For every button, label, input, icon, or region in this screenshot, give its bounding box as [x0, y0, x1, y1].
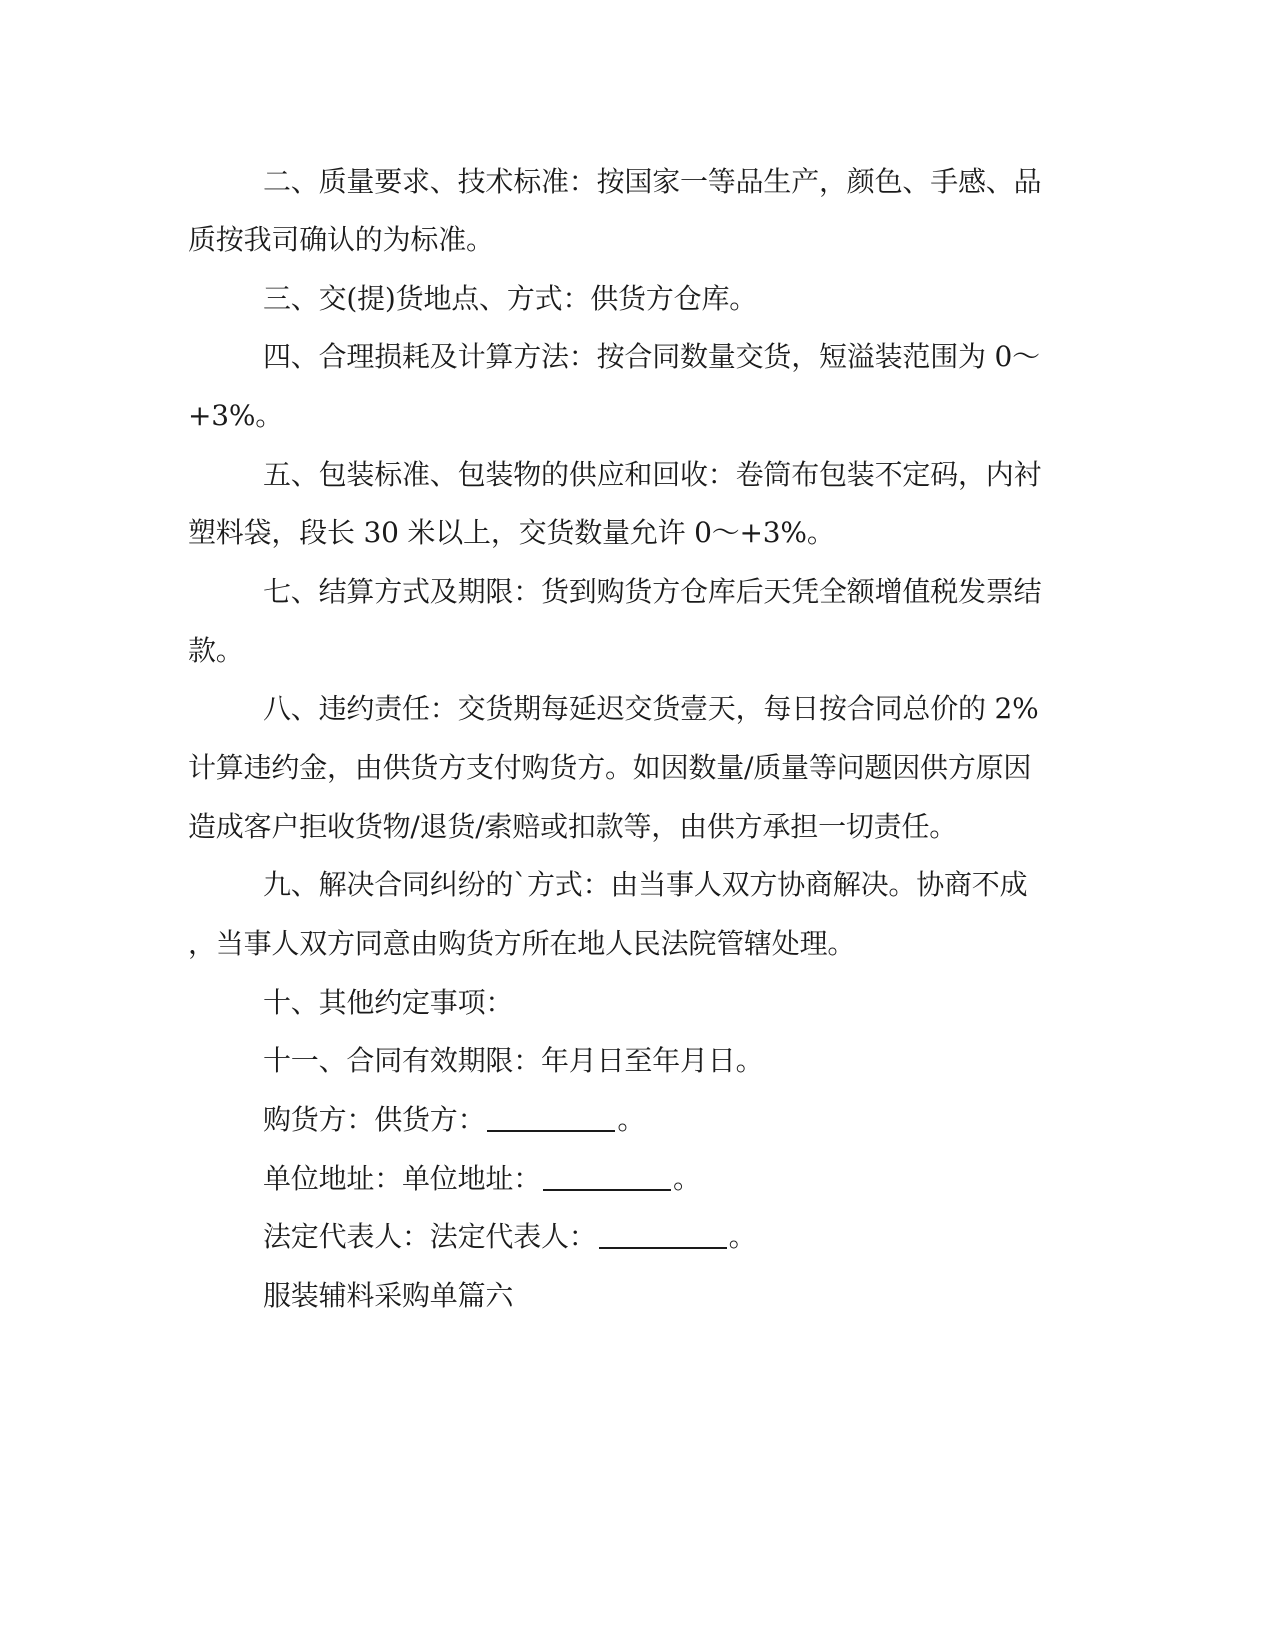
- section-title: 服装辅料采购单篇六: [263, 1279, 514, 1312]
- clause-7-line-2: 款。: [188, 634, 244, 667]
- clause-8-line-2: 计算违约金，由供货方支付购货方。如因数量/质量等问题因供方原因: [188, 751, 1032, 784]
- buyer-supplier-blank: [487, 1096, 615, 1132]
- clause-9-line-1: 九、解决合同纠纷的`方式：由当事人双方协商解决。协商不成: [263, 868, 1028, 901]
- clause-8-line-1: 八、违约责任：交货期每延迟交货壹天，每日按合同总价的 2%: [263, 692, 1039, 725]
- clause-3: 三、交(提)货地点、方式：供货方仓库。: [263, 282, 758, 315]
- clause-5-line-1: 五、包装标准、包装物的供应和回收：卷筒布包装不定码，内衬: [263, 458, 1042, 491]
- buyer-supplier-row: [263, 1096, 1163, 1144]
- representative-label: 法定代表人：法定代表人：: [263, 1220, 597, 1253]
- clause-4-line-2: +3%。: [188, 399, 284, 432]
- clause-11: 十一、合同有效期限：年月日至年月日。: [263, 1044, 764, 1077]
- address-label: 单位地址：单位地址：: [263, 1162, 542, 1195]
- clause-2-line-2: 质按我司确认的为标准。: [188, 223, 494, 256]
- clause-10: 十、其他约定事项：: [263, 986, 514, 1019]
- clause-9-line-2: ，当事人双方同意由购货方所在地人民法院管辖处理。: [188, 927, 856, 960]
- clause-5-line-2: 塑料袋，段长 30 米以上，交货数量允许 0～+3%。: [188, 516, 835, 549]
- representative-blank: [599, 1213, 727, 1249]
- representative-end: 。: [728, 1220, 757, 1253]
- address-end: 。: [673, 1162, 701, 1195]
- buyer-supplier-label: 购货方：供货方：: [263, 1103, 486, 1136]
- clause-7-line-1: 七、结算方式及期限：货到购货方仓库后天凭全额增值税发票结: [263, 575, 1042, 608]
- representative-row: [263, 1213, 1163, 1261]
- clause-4-line-1: 四、合理损耗及计算方法：按合同数量交货，短溢装范围为 0～: [263, 340, 1040, 373]
- clause-2-line-1: 二、质量要求、技术标准：按国家一等品生产，颜色、手感、品: [263, 165, 1042, 198]
- address-row: [263, 1155, 1163, 1203]
- buyer-supplier-end: 。: [617, 1103, 646, 1136]
- clause-8-line-3: 造成客户拒收货物/退货/索赔或扣款等，由供方承担一切责任。: [188, 810, 958, 843]
- address-blank: [543, 1155, 671, 1191]
